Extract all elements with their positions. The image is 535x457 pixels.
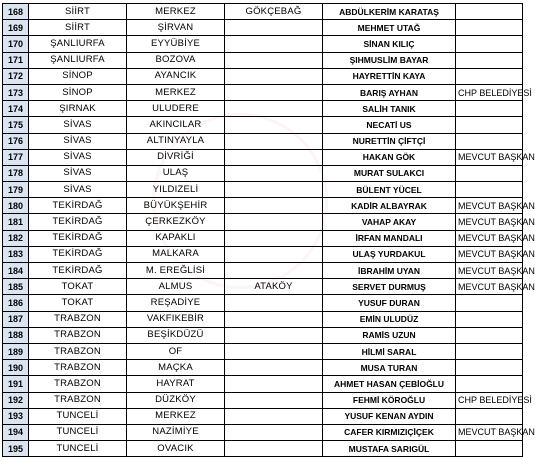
town-cell [225,263,323,279]
note-cell [456,101,523,117]
table-row [3,424,523,440]
province-cell: TEKİRDAĞ [29,214,127,230]
candidate-name-cell: ABDÜLKERİM KARATAŞ [323,4,456,20]
table-row [3,408,523,424]
table-row [3,230,523,246]
province-cell: ŞANLIURFA [29,36,127,52]
candidate-name-cell: HİLMİ SARAL [323,343,456,359]
district-cell: KAPAKLI [127,230,225,246]
candidate-table [2,3,535,457]
table-row [3,263,523,279]
district-cell: YILDIZELİ [127,182,225,198]
note-cell: MEVCUT BAŞKAN [456,230,523,246]
province-cell: TRABZON [29,392,127,408]
note-cell: MEVCUT BAŞKAN [456,263,523,279]
note-cell: MEVCUT BAŞKAN [456,424,523,440]
district-cell: MERKEZ [127,84,225,100]
town-cell [225,408,323,424]
row-number: 193 [3,408,29,424]
row-number: 174 [3,101,29,117]
town-cell [225,360,323,376]
province-cell: SİVAS [29,165,127,181]
province-cell: SİVAS [29,133,127,149]
town-cell [225,214,323,230]
province-cell: TRABZON [29,327,127,343]
district-cell: OF [127,343,225,359]
note-cell: CHP BELEDİYESİ [456,84,523,100]
province-cell: TOKAT [29,279,127,295]
district-cell: AYANCIK [127,68,225,84]
district-cell: REŞADİYE [127,295,225,311]
town-cell [225,52,323,68]
district-cell: VAKFIKEBİR [127,311,225,327]
province-cell: ŞANLIURFA [29,52,127,68]
row-number: 170 [3,36,29,52]
district-cell: M. EREĞLİSİ [127,263,225,279]
town-cell [225,149,323,165]
row-number: 178 [3,165,29,181]
table-row [3,52,523,68]
town-cell [225,424,323,440]
row-number: 194 [3,424,29,440]
candidate-name-cell: İRFAN MANDALI [323,230,456,246]
table-row [3,84,523,100]
district-cell: MALKARA [127,246,225,262]
candidate-name-cell: FEHMİ KÖROĞLU [323,392,456,408]
province-cell: TEKİRDAĞ [29,230,127,246]
province-cell: SİİRT [29,20,127,36]
town-cell: ATAKÖY [225,279,323,295]
candidate-name-cell: MUSA TURAN [323,360,456,376]
note-cell [456,52,523,68]
province-cell: TEKİRDAĞ [29,198,127,214]
candidate-name-cell: SALİH TANIK [323,101,456,117]
province-cell: TEKİRDAĞ [29,246,127,262]
note-cell [456,376,523,392]
note-cell [456,117,523,133]
note-cell [456,36,523,52]
table-row [3,4,523,20]
note-cell [456,20,523,36]
district-cell: HAYRAT [127,376,225,392]
row-number: 169 [3,20,29,36]
district-cell: MERKEZ [127,408,225,424]
row-number: 168 [3,4,29,20]
row-number: 189 [3,343,29,359]
candidate-name-cell: HAYRETTİN KAYA [323,68,456,84]
town-cell [225,230,323,246]
row-number: 187 [3,311,29,327]
candidate-name-cell: MUSTAFA SARIGÜL [323,441,456,457]
town-cell [225,376,323,392]
province-cell: TRABZON [29,311,127,327]
district-cell: NAZİMİYE [127,424,225,440]
row-number: 179 [3,182,29,198]
note-cell [456,68,523,84]
district-cell: OVACIK [127,441,225,457]
row-number: 171 [3,52,29,68]
town-cell [225,117,323,133]
note-cell [456,295,523,311]
province-cell: TUNCELİ [29,441,127,457]
province-cell: TUNCELİ [29,424,127,440]
candidate-name-cell: AHMET HASAN ÇEBİOĞLU [323,376,456,392]
candidate-name-cell: MEHMET UTAĞ [323,20,456,36]
district-cell: ALMUS [127,279,225,295]
district-cell: MAÇKA [127,360,225,376]
district-cell: ULAŞ [127,165,225,181]
town-cell [225,441,323,457]
note-cell [456,441,523,457]
district-cell: AKINCILAR [127,117,225,133]
table-row [3,117,523,133]
town-cell [225,295,323,311]
table-row [3,246,523,262]
note-cell: CHP BELEDİYESİ [456,392,523,408]
district-cell: DÜZKÖY [127,392,225,408]
candidate-name-cell: ULAŞ YURDAKUL [323,246,456,262]
table-row [3,182,523,198]
note-cell [456,133,523,149]
row-number: 180 [3,198,29,214]
table-row [3,343,523,359]
candidate-name-cell: YUSUF KENAN AYDIN [323,408,456,424]
candidate-name-cell: NURETTİN ÇİFTÇİ [323,133,456,149]
district-cell: EYYÜBİYE [127,36,225,52]
row-number: 192 [3,392,29,408]
row-number: 184 [3,263,29,279]
province-cell: TUNCELİ [29,408,127,424]
row-number: 185 [3,279,29,295]
table-row [3,20,523,36]
province-cell: TEKİRDAĞ [29,263,127,279]
province-cell: SİNOP [29,68,127,84]
table-row [3,360,523,376]
note-cell: MEVCUT BAŞKAN [456,198,523,214]
row-number: 177 [3,149,29,165]
district-cell: DİVRİĞİ [127,149,225,165]
province-cell: TOKAT [29,295,127,311]
note-cell [456,408,523,424]
row-number: 175 [3,117,29,133]
district-cell: MERKEZ [127,4,225,20]
town-cell [225,165,323,181]
row-number: 195 [3,441,29,457]
table-row [3,101,523,117]
province-cell: ŞIRNAK [29,101,127,117]
candidate-name-cell: HAKAN GÖK [323,149,456,165]
candidate-name-cell: RAMİS UZUN [323,327,456,343]
town-cell [225,392,323,408]
candidate-name-cell: VAHAP AKAY [323,214,456,230]
table-row [3,327,523,343]
district-cell: ÇERKEZKÖY [127,214,225,230]
table-row [3,214,523,230]
town-cell [225,343,323,359]
town-cell [225,20,323,36]
table-row [3,68,523,84]
district-cell: BÜYÜKŞEHİR [127,198,225,214]
row-number: 182 [3,230,29,246]
row-number: 186 [3,295,29,311]
candidate-name-cell: YUSUF DURAN [323,295,456,311]
table-row [3,279,523,295]
province-cell: TRABZON [29,376,127,392]
candidate-table-body [3,4,535,457]
note-cell: MEVCUT BAŞKAN [456,246,523,262]
row-number: 176 [3,133,29,149]
table-row [3,165,523,181]
table-row [3,311,523,327]
note-cell: MEVCUT BAŞKAN [456,149,523,165]
town-cell [225,36,323,52]
row-number: 173 [3,84,29,100]
note-cell [456,327,523,343]
town-cell: GÖKÇEBAĞ [225,4,323,20]
province-cell: SİİRT [29,4,127,20]
candidate-table-container [2,3,535,457]
candidate-name-cell: BÜLENT YÜCEL [323,182,456,198]
town-cell [225,198,323,214]
candidate-name-cell: MURAT SULAKCI [323,165,456,181]
candidate-name-cell: ŞIHMUSLİM BAYAR [323,52,456,68]
note-cell [456,4,523,20]
row-number: 191 [3,376,29,392]
town-cell [225,182,323,198]
row-number: 190 [3,360,29,376]
row-number: 181 [3,214,29,230]
table-row [3,133,523,149]
province-cell: SİVAS [29,117,127,133]
town-cell [225,68,323,84]
province-cell: SİVAS [29,182,127,198]
row-number: 188 [3,327,29,343]
candidate-name-cell: KADİR ALBAYRAK [323,198,456,214]
district-cell: ŞİRVAN [127,20,225,36]
candidate-name-cell: BARIŞ AYHAN [323,84,456,100]
district-cell: BEŞİKDÜZÜ [127,327,225,343]
province-cell: SİNOP [29,84,127,100]
candidate-name-cell: SERVET DURMUŞ [323,279,456,295]
note-cell [456,360,523,376]
town-cell [225,101,323,117]
town-cell [225,133,323,149]
table-row [3,149,523,165]
table-row [3,295,523,311]
province-cell: TRABZON [29,360,127,376]
table-row [3,376,523,392]
row-number: 172 [3,68,29,84]
district-cell: ULUDERE [127,101,225,117]
note-cell: MEVCUT BAŞKAN [456,214,523,230]
note-cell [456,311,523,327]
note-cell [456,343,523,359]
candidate-name-cell: CAFER KIRMIZIÇİÇEK [323,424,456,440]
town-cell [225,311,323,327]
table-row [3,392,523,408]
town-cell [225,246,323,262]
note-cell: MEVCUT BAŞKAN [456,279,523,295]
note-cell [456,165,523,181]
table-row [3,198,523,214]
candidate-name-cell: SİNAN KILIÇ [323,36,456,52]
town-cell [225,84,323,100]
table-row [3,36,523,52]
note-cell [456,182,523,198]
table-row [3,441,523,457]
province-cell: TRABZON [29,343,127,359]
district-cell: ALTINYAYLA [127,133,225,149]
row-number: 183 [3,246,29,262]
town-cell [225,327,323,343]
district-cell: BOZOVA [127,52,225,68]
candidate-name-cell: EMİN ULUDÜZ [323,311,456,327]
province-cell: SİVAS [29,149,127,165]
candidate-name-cell: İBRAHİM UYAN [323,263,456,279]
candidate-name-cell: NECATİ US [323,117,456,133]
